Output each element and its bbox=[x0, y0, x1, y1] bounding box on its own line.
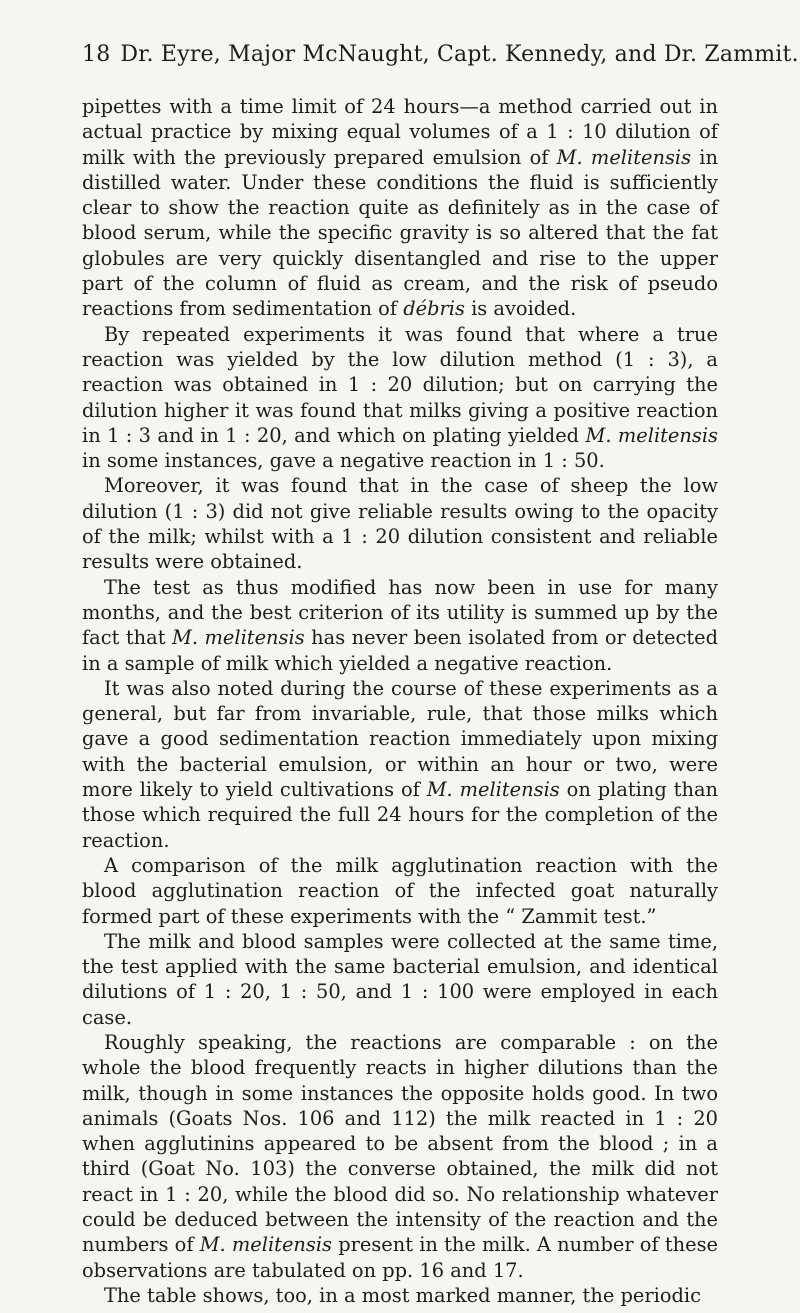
paragraph bbox=[82, 1283, 718, 1308]
text-run: pipettes with a time limit of 24 hours—a method carried out in actual practice by mixing equal volumes of a 1 : 10 dilution of milk with the previously prepared emulsion of bbox=[82, 95, 718, 169]
text-run: A comparison of the milk agglutination reaction with the blood agglutination reaction of the infected goat naturally formed part of these experiments with the “ Zammit test.” bbox=[82, 853, 718, 928]
body-text bbox=[82, 94, 718, 1308]
italic-species-name: M. melitensis bbox=[199, 1233, 333, 1257]
paragraph bbox=[82, 1030, 718, 1283]
text-run: It was also noted during the course of these experiments as a general, but far from invariable, rule, that those milks which gave a good sedimentation reaction immediately upon mixing with the bacterial emulsion, or within an hour or two, were more likely to yield cultivations of bbox=[82, 676, 718, 802]
text-run: has never been isolated from or detected in a sample of milk which yielded a negative reaction. bbox=[82, 626, 719, 675]
paragraph bbox=[82, 676, 718, 853]
text-run: present in the milk. A number of these observations are tabulated on pp. 16 and 17. bbox=[82, 1233, 718, 1282]
text-run: The milk and blood samples were collected at the same time, the test applied with the same bacterial emulsion, and identical dilutions of 1 : 20, 1 : 50, and 1 : 100 were employed in each case. bbox=[82, 929, 718, 1029]
italic-species-name: M. melitensis bbox=[172, 626, 305, 650]
text-run: The table shows, too, in a most marked manner, the periodic bbox=[104, 1283, 701, 1307]
text-run: in distilled water. Under these conditions the fluid is sufficiently clear to show the reaction quite as definitely as in the case of blood serum, while the specific gravity is so altered that the fat globules are very quickly disentangled and rise to the upper part of the column of fluid as cream, and the risk of pseudo reactions from sedimentation of bbox=[82, 145, 718, 321]
italic-species-name: M. melitensis bbox=[556, 145, 692, 169]
text-run: Roughly speaking, the reactions are comparable : on the whole the blood frequently reacts in higher dilutions than the milk, though in some instances the opposite holds good. In two animals (Goats Nos. 106 and 112) the milk reacted in 1 : 20 when agglutinins appeared to be absent from the blood ; in a third (Goat No. 103) the converse obtained, the milk did not react in 1 : 20, while the blood did so. No relationship whatever could be deduced between the intensity of the reaction and the numbers of bbox=[82, 1030, 718, 1257]
text-run: Moreover, it was found that in the case of sheep the low dilution (1 : 3) did not give reliable results owing to the opacity of the milk; whilst with a 1 : 20 dilution consistent and reliable results were obtained. bbox=[82, 474, 718, 574]
paragraph bbox=[82, 473, 718, 574]
paragraph bbox=[82, 929, 718, 1030]
running-head bbox=[82, 42, 799, 67]
italic-species-name: débris bbox=[403, 297, 465, 321]
page-number: 18 bbox=[82, 42, 111, 67]
paragraph bbox=[82, 322, 718, 474]
text-run: is avoided. bbox=[464, 297, 577, 321]
text-run: on plating than those which required the full 24 hours for the completion of the reaction. bbox=[82, 778, 718, 852]
paragraph bbox=[82, 853, 718, 929]
paragraph bbox=[82, 575, 718, 676]
running-title: Dr. Eyre, Major McNaught, Capt. Kennedy, and Dr. Zammit. bbox=[120, 42, 799, 67]
text-run: in some instances, gave a negative reaction in 1 : 50. bbox=[82, 449, 605, 473]
paragraph bbox=[82, 94, 718, 322]
text-run: The test as thus modified has now been in use for many months, and the best criterion of its utility is summed up by the fact that bbox=[82, 575, 718, 650]
italic-species-name: M. melitensis bbox=[426, 778, 560, 802]
text-run: By repeated experiments it was found that where a true reaction was yielded by the low dilution method (1 : 3), a reaction was obtained in 1 : 20 dilution; but on carrying the dilution higher it was found that milks giving a positive reaction in 1 : 3 and in 1 : 20, and which on plating yielded bbox=[82, 322, 718, 447]
italic-species-name: M. melitensis bbox=[585, 423, 719, 447]
